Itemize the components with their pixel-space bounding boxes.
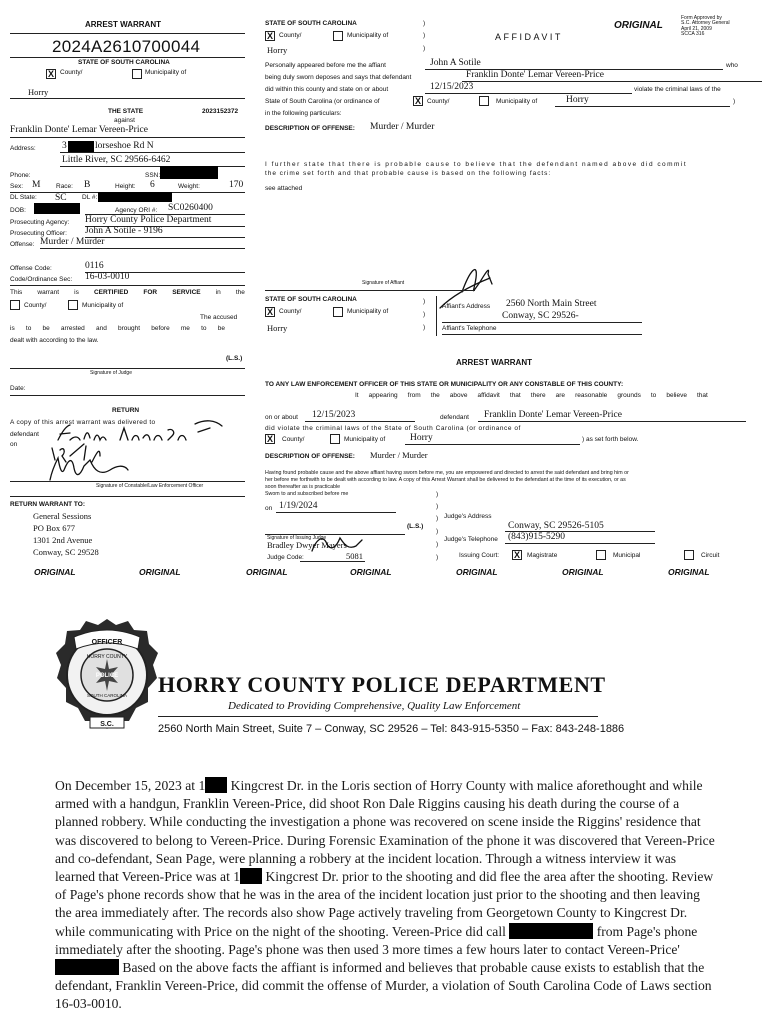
offense-code-label: Offense Code: (10, 265, 52, 272)
affidavit2-county-name: Horry (267, 323, 288, 333)
dl-state-value: SC (55, 193, 67, 203)
return-to-line-4: Conway, SC 29528 (33, 547, 99, 557)
narrative-part-3: Kingcrest Dr. prior to the shooting and did flee the area after the shooting. Review of Page's phone records show that he was in the area of the incident location just prior to the shooting and then leaving the area immediately after. The records also show Page actively traveling from Georgetown County to Kingcrest Dr. while communicating with Price on the night of the shooting. Vereen-Price did call (55, 869, 714, 939)
affidavit-defendant: Franklin Donte' Lemar Vereen-Price (466, 70, 604, 80)
department-name: HORRY COUNTY POLICE DEPARTMENT (158, 672, 606, 697)
address-street-number: 3 (62, 141, 67, 151)
affidavit-state-2: STATE OF SOUTH CAROLINA (265, 296, 357, 303)
right-desc: Murder / Murder (370, 450, 428, 460)
left-county-checkbox[interactable]: X (47, 69, 54, 79)
offense-label: Offense: (10, 241, 35, 248)
affidavit-municipality-checkbox[interactable] (333, 31, 343, 41)
affidavit-line1-end: who (726, 62, 738, 69)
narrative-part-4: from Page's phone immediately after the shooting. Page's phone was then used 3 more times a few hours later to contact Vereen-Price' (55, 923, 698, 957)
right-defendant: Franklin Donte' Lemar Vereen-Price (484, 410, 622, 420)
judge-name: Bradley Dwyer Mayers (267, 540, 347, 550)
right-date: 12/15/2023 (312, 410, 356, 420)
affidavit-county-checkbox[interactable]: X (266, 31, 273, 41)
arrested-line: is to be arrested and brought before me to be (10, 325, 225, 332)
right-municipality-checkbox[interactable] (330, 434, 340, 444)
original-mark-6: ORIGINAL (562, 567, 604, 577)
original-mark-1: ORIGINAL (34, 567, 76, 577)
dl-label: DL #: (82, 194, 98, 201)
race-label: Race: (56, 183, 73, 190)
affidavit-line4-municipality-checkbox[interactable] (479, 96, 489, 106)
offense-code-value: 0116 (85, 261, 104, 271)
right-warrant-title: ARREST WARRANT (456, 358, 532, 367)
return-to-line-1: General Sessions (33, 511, 92, 521)
sig-issuing-caption: Signature of Issuing Judge (267, 535, 327, 541)
address-street: lorseshoe Rd N (95, 141, 154, 151)
affidavit-date: 12/15/2023 (430, 82, 474, 92)
set-forth-text: ) as set forth below. (582, 436, 639, 443)
height-label: Height: (115, 183, 136, 190)
narrative-part-2: Kingcrest Dr. in the Loris section of Horry County with malice aforethought and while armed with a handgun, Franklin Vereen-Price, did shoot Ron Dale Riggins causing his death during the course of a planned robbery. While conducting the investigation a phone was recovered on scene inside the Riggins' residence that was discovered to belong to Vereen-Price. During Forensic Examination of the phone it was discovered that Vereen-Price and co-defendant, Sean Page, were planning a robbery at the incident location. Through a witness interview it was learned that Vereen-Price was at 1 (55, 778, 715, 885)
dealt-text: dealt with according to the law. (10, 337, 99, 344)
having-text-3: soon thereafter as is practicable (265, 484, 341, 490)
affidavit-original: ORIGINAL (614, 20, 663, 31)
form-note: Form Approved by S.C. Attorney General April 21, 2009 SCCA 316 (681, 15, 730, 38)
warrant-number: 2024A2610700044 (52, 37, 201, 56)
affidavit-state: STATE OF SOUTH CAROLINA (265, 20, 357, 27)
date-label: Date: (10, 385, 26, 392)
certified-municipality-label: Municipality of (82, 302, 124, 309)
badge-text-1: OFFICER (91, 639, 123, 646)
code-sec-label: Code/Ordinance Sec: (10, 276, 73, 283)
officer-value: John A Sotile - 9196 (85, 226, 163, 236)
ori-value: SC0260400 (168, 203, 213, 213)
court-municipal-label: Municipal (613, 552, 641, 559)
left-state: STATE OF SOUTH CAROLINA (78, 59, 170, 66)
court-magistrate-checkbox[interactable]: X (513, 550, 520, 560)
affidavit-line3: did within this county and state on or about (265, 86, 389, 93)
affidavit-line3-end: violate the criminal laws of the (634, 86, 721, 93)
right-county-checkbox[interactable]: X (266, 434, 273, 444)
original-mark-3: ORIGINAL (246, 567, 288, 577)
badge-text-2: HORRY COUNTY (86, 654, 128, 660)
sworn-date: 1/19/2024 (279, 501, 318, 511)
affiant-address-label: Affiant's Address (442, 303, 491, 310)
weight-label: Weight: (178, 183, 200, 190)
affidavit2-county-label: County/ (279, 308, 302, 315)
affidavit-municipality-label: Municipality of (347, 32, 389, 39)
affidavit2-municipality-checkbox[interactable] (333, 307, 343, 317)
original-mark-2: ORIGINAL (139, 567, 181, 577)
affidavit-title: AFFIDAVIT (495, 32, 563, 42)
left-warrant-title: ARREST WARRANT (85, 20, 161, 29)
court-municipal-checkbox[interactable] (596, 550, 606, 560)
affidavit-desc-label: DESCRIPTION OF OFFENSE: (265, 125, 355, 132)
affidavit-county-name: Horry (267, 45, 288, 55)
affidavit-line2: being duly sworn deposes and says that defendant (265, 74, 412, 81)
probable-text-2: the crime set forth and that probable cause is based on the following facts: (265, 170, 552, 177)
affiant-address-1: 2560 North Main Street (506, 299, 597, 309)
affidavit2-municipality-label: Municipality of (347, 308, 389, 315)
right-county-label: County/ (282, 436, 305, 443)
agency-value: Horry County Police Department (85, 215, 212, 225)
court-circuit-checkbox[interactable] (684, 550, 694, 560)
sworn-on-label: on (265, 505, 273, 512)
sig-judge-caption: Signature of Judge (90, 370, 132, 376)
right-municipality-label: Municipality of (344, 436, 386, 443)
affiant-address-2: Conway, SC 29526- (502, 311, 579, 321)
phone-label: Phone: (10, 172, 31, 179)
return-on-label: on (10, 441, 18, 448)
affiant-name: John A Sotile (430, 58, 481, 68)
right-defendant-label: defendant (440, 414, 469, 421)
police-badge-icon (52, 615, 162, 745)
having-text-1: Having found probable cause and the above affiant having sworn before me, you are empowered and directed to arrest the said defendant and bring him or (265, 470, 629, 476)
affidavit-line4-county-checkbox[interactable]: X (414, 96, 421, 106)
address-city: Little River, SC 29566-6462 (62, 155, 171, 165)
dob-label: DOB: (10, 207, 26, 214)
original-mark-4: ORIGINAL (350, 567, 392, 577)
sworn-text: Swom to and subscribed before me (265, 491, 349, 497)
return-to-label: RETURN WARRANT TO: (10, 501, 85, 508)
return-defendant-label: defendant (10, 431, 39, 438)
code-sec-value: 16-03-0010 (85, 272, 130, 282)
return-sig-caption: Signature of Constable/Law Enforcement Officer (96, 483, 204, 489)
left-defendant: Franklin Donte' Lemar Vereen-Price (10, 125, 148, 135)
right-ls: (L.S.) (407, 523, 424, 530)
to-officers: TO ANY LAW ENFORCEMENT OFFICER OF THIS STATE OR MUNICIPALITY OR ANY CONSTABLE OF THIS COUNTY: (265, 381, 624, 388)
on-about-label: on or about (265, 414, 298, 421)
return-to-line-3: 1301 2nd Avenue (33, 535, 93, 545)
dl-state-label: DL State: (10, 194, 37, 201)
court-circuit-label: Circuit (701, 552, 720, 559)
narrative-part-1: On December 15, 2023 at 1 (55, 778, 206, 793)
affidavit-line4-municipality: Municipality of (496, 98, 538, 105)
ori-label: Agency ORI #: (115, 207, 158, 214)
appearing-line: It appearing from the above affidavit that there are reasonable grounds to believe that (355, 392, 708, 399)
original-mark-5: ORIGINAL (456, 567, 498, 577)
weight-value: 170 (229, 180, 244, 190)
department-address: 2560 North Main Street, Suite 7 – Conway, SC 29526 – Tel: 843-915-5350 – Fax: 843-248-1886 (158, 723, 625, 735)
height-value: 6 (150, 180, 155, 190)
redacted-phone-2 (55, 959, 119, 975)
the-state: THE STATE (108, 108, 144, 115)
see-attached: see attached (265, 185, 303, 192)
affidavit-line4: State of South Carolina (or ordinance of (265, 98, 380, 105)
narrative-part-5: Based on the above facts the affiant is informed and believes that probable cause exists to establish that the defendant, Franklin Vereen-Price, did commit the offense of Murder, a violation of South Carolina Code of Laws section 16-03-0010. (55, 960, 712, 1012)
accused-text: The accused (200, 314, 238, 321)
offense-value: Murder / Murder (40, 237, 105, 247)
judge-code: 5081 (346, 551, 363, 561)
left-ls: (L.S.) (226, 355, 243, 362)
certified-line: This warrant is CERTIFIED FOR SERVICE in the (10, 289, 245, 296)
redacted-house-number (205, 777, 227, 793)
return-to-line-2: PO Box 677 (33, 523, 76, 533)
department-motto: Dedicated to Providing Comprehensive, Quality Law Enforcement (228, 700, 521, 712)
race-value: B (84, 180, 91, 190)
affidavit2-county-checkbox[interactable]: X (266, 307, 273, 317)
ssn-label: SSN: (145, 172, 161, 179)
left-county-label: County/ (60, 69, 83, 76)
court-magistrate-label: Magistrate (527, 552, 558, 559)
issuing-court-label: Issuing Court: (459, 552, 500, 559)
address-label: Address: (10, 145, 36, 152)
judge-address-label: Judge's Address (444, 513, 492, 520)
badge-text-3: POLICE (95, 673, 119, 679)
return-text: A copy of this arrest warrant was delivered to (10, 419, 156, 426)
having-text-2: her before me forthwith to be dealt with according to law. A copy of this Arrest Warrant shall be delivered to the defendant at the time of its execution, or as (265, 477, 626, 483)
sig-affiant-caption: Signature of Affiant (362, 280, 405, 286)
agency-label: Prosecuting Agency: (10, 219, 70, 226)
left-county-name: Horry (28, 87, 49, 97)
judge-phone: (843)915-5290 (508, 532, 565, 542)
judge-address: Conway, SC 29526-5105 (508, 521, 604, 531)
judge-phone-label: Judge's Telephone (444, 536, 498, 543)
right-county-name: Horry (410, 433, 433, 443)
badge-text-4: SOUTH CAROLINA (86, 693, 128, 698)
officer-label: Prosecuting Officer: (10, 230, 67, 237)
affidavit-line1: Personally appeared before me the affiant (265, 62, 386, 69)
certified-county-label: County/ (24, 302, 47, 309)
badge-text-5: S.C. (100, 721, 114, 728)
against-label: against (114, 117, 135, 124)
case-id: 2023152372 (202, 108, 239, 115)
affidavit-line4-name: Horry (566, 95, 589, 105)
affidavit-county-label: County/ (279, 32, 302, 39)
affidavit-line5: in the following particulars: (265, 110, 342, 117)
violate-text: did violate the criminal laws of the State of South Carolina (or ordinance of (265, 425, 521, 432)
right-desc-label: DESCRIPTION OF OFFENSE: (265, 453, 355, 460)
affidavit-line4-county: County/ (427, 98, 450, 105)
redacted-phone-1 (509, 923, 593, 939)
left-municipality-label: Municipality of (145, 69, 187, 76)
narrative (55, 777, 717, 1014)
redacted-house-number-2 (240, 868, 262, 884)
affidavit-desc: Murder / Murder (370, 122, 435, 132)
sex-label: Sex: (10, 183, 24, 190)
return-title: RETURN (112, 407, 140, 414)
probable-text-1: I further state that there is probable cause to believe that the defendant named above did commit (265, 161, 688, 168)
judge-code-label: Judge Code: (267, 554, 304, 561)
original-mark-7: ORIGINAL (668, 567, 710, 577)
sex-value: M (32, 180, 41, 190)
affiant-phone-label: Affiant's Telephone (442, 325, 497, 332)
